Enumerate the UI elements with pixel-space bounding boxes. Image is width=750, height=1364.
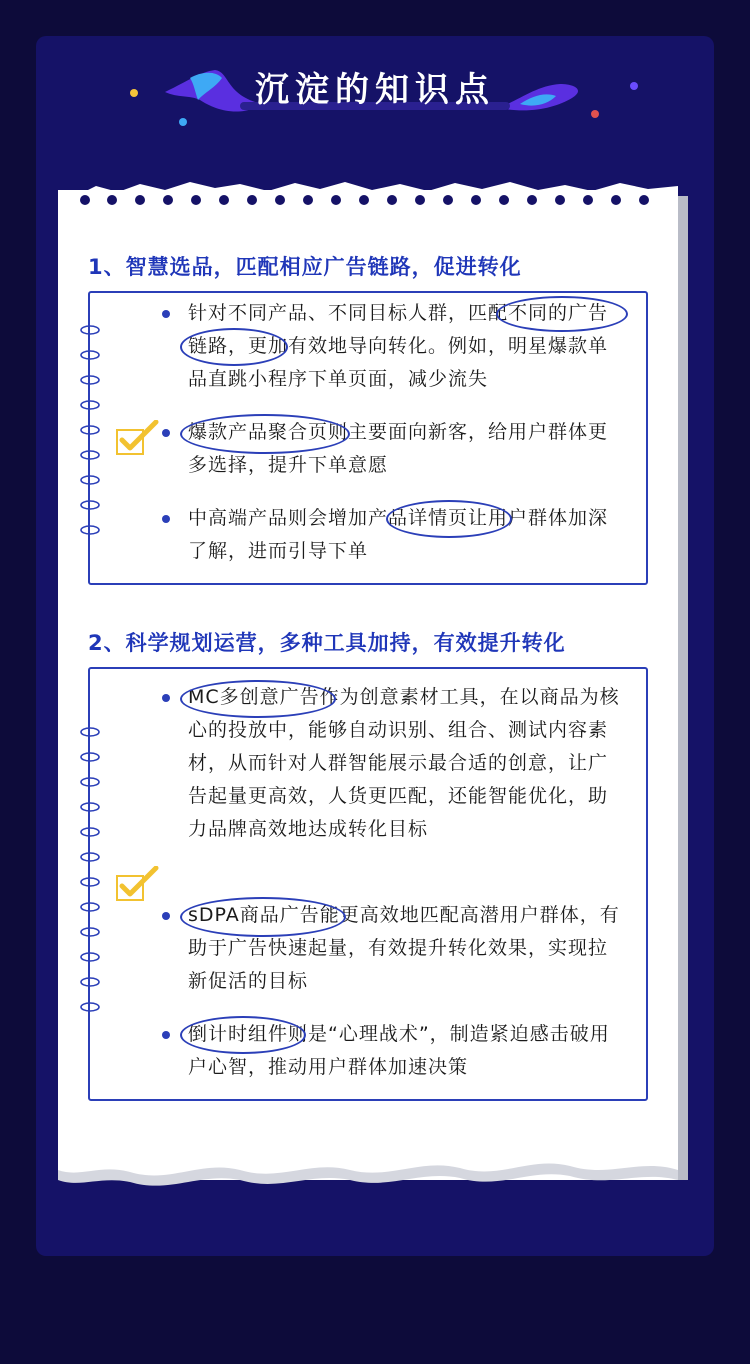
bullet-text: sDPA商品广告能更高效地匹配高潜用户群体，有助于广告快速起量，有效提升转化效果，实现拉新促活的目标 [188,904,620,992]
dot-red [591,110,599,118]
section-1-check-icon [116,420,160,456]
dot-blue [179,118,187,126]
highlight-ring [180,1016,306,1054]
torn-bottom-edge [0,1118,750,1198]
bullet-dot [162,694,170,702]
highlight-ring [180,680,336,718]
bullet-dot [162,429,170,437]
bullet-text: 中高端产品则会增加产品详情页让用户群体加深了解，进而引导下单 [188,507,609,562]
highlight-ring [496,296,628,332]
bullet-dot [162,310,170,318]
bullet-text: 针对不同产品、不同目标人群，匹配不同的广告链路，更加有效地导向转化。例如，明星爆款单品直跳小程序下单页面，减少流失 [188,302,609,390]
bullet-dot [162,515,170,523]
bullet-text: 倒计时组件则是“心理战术”，制造紧迫感击破用户心智，推动用户群体加速决策 [188,1023,610,1078]
highlight-ring [386,500,512,538]
bullet-text: 爆款产品聚合页则主要面向新客，给用户群体更多选择，提升下单意愿 [188,421,609,476]
page-title: 沉淀的知识点 [255,70,495,110]
bullet-dot [162,1031,170,1039]
bullet-dot [162,912,170,920]
highlight-ring [180,328,288,366]
section-2-spiral [74,726,104,1022]
torn-top-edge [0,176,750,216]
bullet-text: MC多创意广告作为创意素材工具，在以商品为核心的投放中，能够自动识别、组合、测试内容素材，从而针对人群智能展示最合适的创意，让广告起量更高效，人货更匹配，还能智能优化，助力品牌高效地达成转化目标 [188,686,620,840]
highlight-ring [180,414,350,454]
section-2-check-icon [116,866,160,902]
section-2-heading: 2、科学规划运营，多种工具加持，有效提升转化 [88,631,566,655]
section-1-spiral [74,322,104,542]
section-1-heading: 1、智慧选品，匹配相应广告链路，促进转化 [88,255,522,279]
highlight-ring [180,897,346,937]
